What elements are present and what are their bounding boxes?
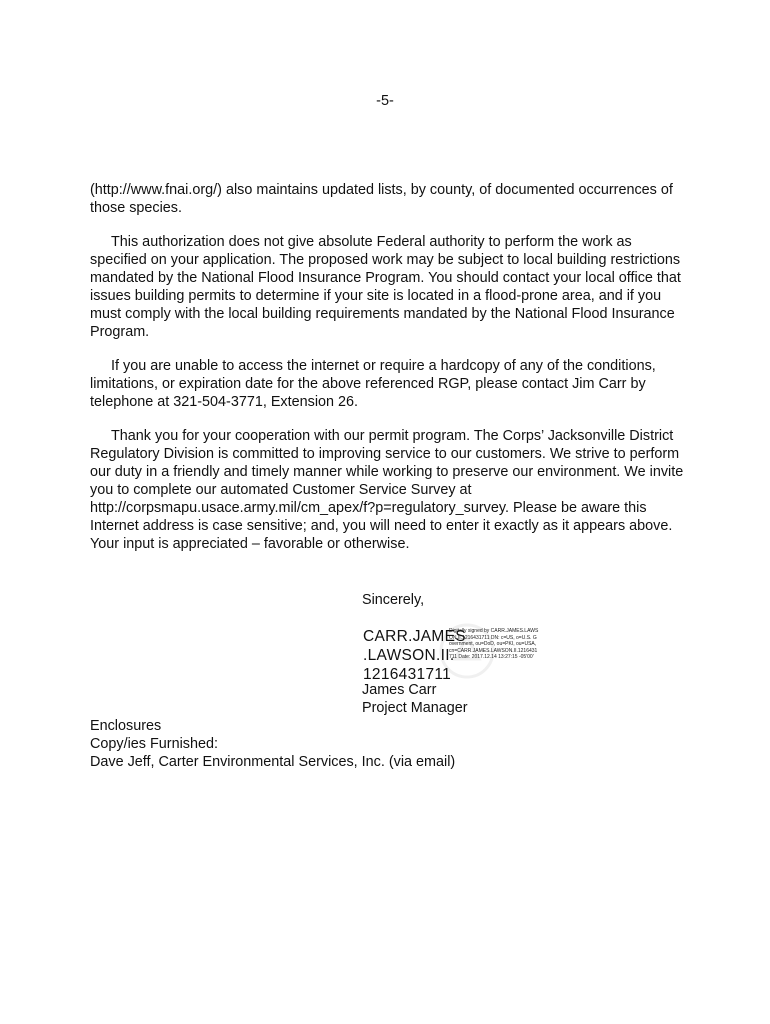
signer-title: Project Manager (362, 700, 468, 716)
copy-recipient: Dave Jeff, Carter Environmental Services, Inc. (via email) (90, 754, 456, 770)
digital-signature-details: Digitally signed by CARR.JAMES.LAWSON.II.1216431711 DN: c=US, o=U.S. Government, ou=DoD, ou=PKI, ou=USA, cn=CARR.JAMES.LAWSON.II.1216431711 Date: 2017.12.14 13:27:15 -05'00' (449, 628, 539, 660)
copies-furnished-label: Copy/ies Furnished: (90, 736, 218, 752)
page-number: -5- (376, 93, 394, 109)
closing: Sincerely, (362, 592, 425, 608)
digital-signature-name: CARR.JAMES .LAWSON.II. 1216431711 (363, 628, 466, 683)
letter-body (90, 181, 690, 569)
paragraph-species-lists: (http://www.fnai.org/) also maintains updated lists, by county, of documented occurrences of those species. (90, 182, 673, 216)
paragraph-authorization: This authorization does not give absolute Federal authority to perform the work as specified on your application. The proposed work may be subject to local building restrictions mandated by the National Flood Insurance Program. You should contact your local office that issues building permits to determine if your site is located in a flood-prone area, and if you must comply with the local building requirements mandated by the National Flood Insurance Program. (90, 234, 681, 340)
signer-name: James Carr (362, 682, 437, 698)
signature-block (362, 591, 692, 717)
enclosures-label: Enclosures (90, 718, 162, 734)
paragraph-contact: If you are unable to access the internet or require a hardcopy of any of the conditions, limitations, or expiration date for the above referenced RGP, please contact Jim Carr by telephone at 321-504-3771, Extension 26. (90, 358, 656, 410)
paragraph-survey: Thank you for your cooperation with our permit program. The Corps’ Jacksonville District Regulatory Division is committed to improving service to our customers. We strive to perform our duty in a friendly and timely manner while working to preserve our environment. We invite you to complete our automated Customer Service Survey at http://corpsmapu.usace.army.mil/cm_apex/f?p=regulatory_survey. Please be aware this Internet address is case sensitive; and, you will need to enter it exactly as it appears above. Your input is appreciated – favorable or otherwise. (90, 428, 684, 552)
enclosures-section (90, 717, 690, 771)
digital-signature (362, 609, 692, 681)
